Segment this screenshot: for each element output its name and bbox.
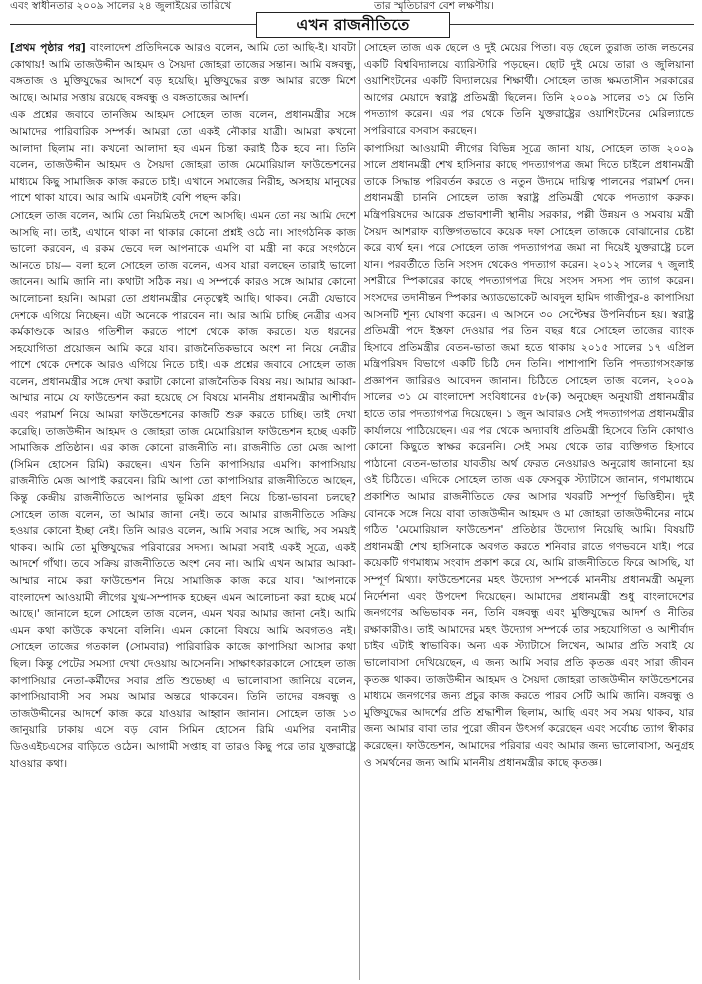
article-headline: এখন রাজনীতিতে xyxy=(256,12,450,38)
paragraph-text: বাংলাদেশ প্রতিদিনকে আরও বলেন, আমি তো আছি-ই। যাবটা কোথায়! আমি তাজউদ্দীন আহমদ ও সৈয়দা জোহরা তাজের সন্তান। আমি বঙ্গবন্ধু, বঙ্গতাজ ও মুক্তিযুদ্ধের আদর্শে বড় হয়েছি। মুক্তিযুদ্ধের রক্ত আমার রক্তে মিশে আছে। আমার সত্তায় রয়েছে বঙ্গবন্ধু ও বঙ্গতাজের আদর্শ। xyxy=(10,42,356,104)
article-paragraph: সোহেল তাজ বলেন, আমি তো নিয়মিতই দেশে আসছি। এমন তো নয় আমি দেশে আসছি না। তাই, এখানে থাকা না থাকার কোনো প্রশ্নই ওঠে না। সাংগঠনিক কাজ ভালো করবেন, এ রকম ভেবে দল আপনাকে এমপি বা মন্ত্রী না করে সংগঠনে আনতে চায়— বলা হলে সোহেল তাজ বলেন, এসব যারা বলছেন তারাই ভালো জানেন। আমি জানি না। কথাটা সঠিক নয়। এ সম্পর্কে কারও সঙ্গে আমার কোনো আলোচনা হয়নি। আমরা তো প্রধানমন্ত্রীর নেতৃত্বেই আছি। থাকব। নেত্রী যেভাবে দেশকে এগিয়ে নিচ্ছেন। এটা অনেকে পারবেন না। আর আমি চাচ্ছি নেত্রীর এসব কর্মকাণ্ডকে আরও গতিশীল করতে পাশে থেকে কাজ করতে। যত ধরনের সহযোগিতা প্রয়োজন আমি করে যাব। রাজনৈতিকভাবে অংশ না নিয়ে নেত্রীর পাশে থেকে দেশকে আরও এগিয়ে নিতে চাই। এক প্রশ্নের জবাবে সোহেল তাজ বলেন, প্রধানমন্ত্রীর সঙ্গে দেখা করাটা কোনো রাজনৈতিক বিষয় নয়। আমার আব্বা-আম্মার নামে যে ফাউন্ডেশন করা হয়েছে সে বিষয়ে মাননীয় প্রধানমন্ত্রীর আশীর্বাদ এবং পরামর্শ নিয়ে আমরা ফাউন্ডেশনের কাজটি শুরু করতে চাচ্ছি। তাই দেখা করেছি। তাজউদ্দীন আহমদ ও জোহরা তাজ মেমোরিয়াল ফাউন্ডেশন হচ্ছে একটি সামাজিক প্রতিষ্ঠান। এর কাজ কোনো রাজনীতি না। রাজনীতি তো মেজ আপা (সিমিন হোসেন রিমি) করছেন। এখন তিনি কাপাসিয়ার এমপি। কাপাসিয়ায় রাজনীতি মেজ আপাই করবেন। রিমি আপা তো কাপাসিয়ার রাজনীতিতে আছেন, কিন্তু কেন্দ্রীয় রাজনীতিতে আপনার ভূমিকা গ্রহণ নিয়ে চিন্তা-ভাবনা চলছে? সোহেল তাজ বলেন, তা আমার জানা নেই। তবে আমার রাজনীতিতে সক্রিয় হওয়ার কোনো ইচ্ছা নেই। তিনি আরও বলেন, আমি সবার সঙ্গে আছি, সব সময়ই থাকব। আমি তো মুক্তিযুদ্ধের পরিবারের সদস্য। আমরা সবাই একই সূত্রে, একই আদর্শে গাঁথা। তবে সক্রিয় রাজনীতিতে অংশ নেব না। আমি এখন আমার আব্বা-আম্মার নামে করা ফাউন্ডেশন নিয়ে সামাজিক কাজ করে যাব। 'আপনাকে বাংলাদেশ আওয়ামী লীগের যুগ্ম-সম্পাদক হচ্ছেন এমন আলোচনা করা হচ্ছে মর্মে আছে।' জানালে হলে সোহেল তাজ বলেন, এমন খবর আমার জানা নেই। আমি এমন কথা কাউকে কখনো বলিনি। এমন কোনো বিষয়ে আমি অবগতও নই। সোহেল তাজের গতকাল (সোমবার) পারিবারিক কাজে কাপাসিয়া আসার কথা ছিল। কিন্তু পেটের সমস্যা দেখা দেওয়ায় আসেননি। সাক্ষাৎকারকালে সোহেল তাজ কাপাসিয়ার নেতা-কর্মীদের সবার প্রতি শুভেচ্ছা এ ভালোবাসা জানিয়ে বলেন, কাপাসিয়াবাসী সব সময় আমার অন্তরে থাকবেন। তিনি তাদের বঙ্গবন্ধু ও তাজউদ্দীনের আদর্শে কাজ করে যাওয়ার আহ্বান জানান। সোহেল তাজ ১৩ জানুয়ারি ঢাকায় এসে বড় বোন সিমিন হোসেন রিমি এমপির বনানীর ডিওএইচএসের বাড়িতে ওঠেন। আগামী সপ্তাহ বা তারও কিছু পরে তার যুক্তরাষ্ট্রে যাওয়ার কথা। xyxy=(10,209,356,770)
article-paragraph: এক প্রশ্নের জবাবে তানজিম আহমদ সোহেল তাজ বলেন, প্রধানমন্ত্রীর সঙ্গে আমাদের পারিবারিক সম্পর্ক। আমরা তো একই নৌকার যাত্রী। আমরা কখনো আলাদা ছিলাম না। কখনো আলাদা হব এমন চিন্তা করাই ঠিক হবে না। তিনি বলেন, তাজউদ্দীন আহমদ ও সৈয়দা জোহরা তাজ মেমোরিয়াল ফাউন্ডেশনের মাধ্যমে কিছু সামাজিক কাজ করতে চাই। এখানে সমাজের নিরীহ, অসহায় মানুষের পাশে থাকা যাবে। আর আমি এমনটাই বেশি পছন্দ করি। xyxy=(10,109,356,205)
previous-article-fragment-right: তার স্মৃতিচারণ বেশ লক্ষণীয়। xyxy=(374,0,494,12)
article-paragraph: কাপাসিয়া আওয়ামী লীগের বিভিন্ন সূত্রে জানা যায়, সোহেল তাজ ২০০৯ সালে প্রধানমন্ত্রী শেখ হাসিনার কাছে পদত্যাগপত্র জমা দিতে চাইলে প্রধানমন্ত্রী তাকে সিদ্ধান্ত পরিবর্তন করতে ও নতুন উদ্যমে দায়িত্ব পালনের পরামর্শ দেন। প্রধানমন্ত্রী চাননি সোহেল তাজ স্বরাষ্ট্র প্রতিমন্ত্রী থেকে পদত্যাগ করুক। মন্ত্রিপরিষদের আরেক প্রভাবশালী স্থানীয় সরকার, পল্লী উন্নয়ন ও সমবায় মন্ত্রী সৈয়দ আশরাফ ব্যক্তিগতভাবে কয়েক দফা সোহেল তাজকে বোঝানোর চেষ্টা করে ব্যর্থ হন। পরে সোহেল তাজ পদত্যাগপত্র জমা না দিয়েই যুক্তরাষ্ট্রে চলে যান। পরবর্তীতে তিনি সংসদ থেকেও পদত্যাগ করেন। ২০১২ সালের ৭ জুলাই সশরীরে স্পিকারের কাছে পদত্যাগপত্র দিয়ে সংসদ সদস্য পদ ত্যাগ করেন। সংসদের তদানীন্তন স্পিকার অ্যাডভোকেট আবদুল হামিদ গাজীপুর-৪ কাপাসিয়া আসনটি শূন্য ঘোষণা করেন। এ আসনে ৩০ সেপ্টেম্বর উপনির্বাচন হয়। স্বরাষ্ট্র প্রতিমন্ত্রী পদে ইস্তফা দেওয়ার পর তিন বছর ধরে সোহেল তাজের ব্যাংক হিসাবে প্রতিমন্ত্রীর বেতন-ভাতা জমা হতে থাকায় ২০১৫ সালের ১৭ এপ্রিল মন্ত্রিপরিষদ বিভাগে একটি চিঠি দেন তিনি। পাশাপাশি তিনি পদত্যাগসংক্রান্ত প্রজ্ঞাপন জারিরও আবেদন জানান। চিঠিতে সোহেল তাজ বলেন, ২০০৯ সালের ৩১ মে বাংলাদেশ সংবিধানের ৫৮(ক) অনুচ্ছেদ অনুযায়ী প্রধানমন্ত্রীর হাতে তার পদত্যাগপত্র দিয়েছেন। ১ জুন আবারও সেই পদত্যাগপত্র প্রধানমন্ত্রীর কার্যালয়ে পাঠিয়েছেন। এর পর থেকে অদ্যাবধি প্রতিমন্ত্রী হিসেবে তিনি কোথাও কোনো কিছুতে স্বাক্ষর করেননি। সেই সময় থেকে তার ব্যক্তিগত হিসাবে পাঠানো বেতন-ভাতার যাবতীয় অর্থ ফেরত নেওয়ারও অনুরোধ জানানো হয় ওই চিঠিতে। এদিকে সোহেল তাজ এক ফেসবুক স্ট্যাটাসে জানান, গণমাধ্যমে প্রকাশিত আমার রাজনীতিতে ফের আসার খবরটি সম্পূর্ণ ভিত্তিহীন। দুই বোনকে সঙ্গে নিয়ে বাবা তাজউদ্দীন আহমদ ও মা জোহরা তাজউদ্দীনের নামে গঠিত 'মেমোরিয়াল ফাউন্ডেশন' প্রতিষ্ঠার উদ্যোগ নিয়েছি আমি। বিষয়টি প্রধানমন্ত্রী শেখ হাসিনাকে অবগত করতে শনিবার রাতে গণভবনে যাই। পরে কয়েকটি গণমাধ্যম সংবাদ প্রকাশ করে যে, আমি রাজনীতিতে ফিরে আসছি, যা সম্পূর্ণ মিথ্যা। ফাউন্ডেশনের মহৎ উদ্যোগ সম্পর্কে মাননীয় প্রধানমন্ত্রী অমূল্য নির্দেশনা এবং উপদেশ দিয়েছেন। আমাদের প্রধানমন্ত্রী শুধু বাংলাদেশের জনগণের অভিভাবক নন, তিনি বঙ্গবন্ধু এবং মুক্তিযুদ্ধের আদর্শ ও নীতির রক্ষাকারীও। তাই আমাদের মহৎ উদ্যোগ সম্পর্কে তার সহযোগিতা ও আশীর্বাদ চাইব এটাই স্বাভাবিক। অন্য এক স্ট্যাটাসে লিখেন, আমার প্রতি সবাই যে ভালোবাসা দেখিয়েছেন, এ জন্য আমি সবার প্রতি কৃতজ্ঞ এবং সারা জীবন কৃতজ্ঞ থাকব। তাজউদ্দীন আহমদ ও সৈয়দা জোহরা তাজউদ্দীন ফাউন্ডেশনের মাধ্যমে জনগণের জন্য প্রচুর কাজ করতে পারব সেটি আমি জানি। বঙ্গবন্ধু ও মুক্তিযুদ্ধের আদর্শের প্রতি শ্রদ্ধাশীল ছিলাম, আছি এবং সব সময় থাকব, যার জন্য আমার বাবা তার পুরো জীবন উৎসর্গ করেছেন এবং সর্বোচ্চ ত্যাগ স্বীকার করেছেন। ফাউন্ডেশন, আমাদের পরিবার এবং আমার জন্য ভালোবাসা, অনুগ্রহ ও সমর্থনের জন্য আমি মাননীয় প্রধানমন্ত্রীর কাছে কৃতজ্ঞ। xyxy=(364,142,694,769)
article-paragraph xyxy=(10,40,356,106)
column-divider xyxy=(359,40,360,980)
article-paragraph: সোহেল তাজ এক ছেলে ও দুই মেয়ের পিতা। বড় ছেলে তুরাজ তাজ লন্ডনের একটি বিশ্ববিদ্যালয়ে ব্যারিস্টারি পড়ছেন। ছোট দুই মেয়ে তারা ও জুলিয়ানা ওয়াশিংটনের একটি বিদ্যালয়ের শিক্ষার্থী। সোহেল তাজ ক্ষমতাসীন সরকারের আগের মেয়াদে স্বরাষ্ট্র প্রতিমন্ত্রী ছিলেন। তিনি ২০০৯ সালের ৩১ মে তিনি পদত্যাগ করেন। এর পর থেকে তিনি যুক্তরাষ্ট্রের ওয়াশিংটনের মেরিল্যান্ডে সপরিবারে বসবাস করছেন। xyxy=(364,42,694,137)
continued-from-marker: [প্রথম পৃষ্ঠার পর] xyxy=(10,42,86,54)
article-column-right xyxy=(364,40,694,982)
headline-rule-left xyxy=(10,24,256,25)
article-column-left xyxy=(10,40,356,982)
previous-article-fragment-left: এবং স্বাধীনতার ২০০৯ সালের ২৪ জুলাইয়ের তারিখে xyxy=(10,0,232,12)
headline-rule-right xyxy=(448,24,694,25)
